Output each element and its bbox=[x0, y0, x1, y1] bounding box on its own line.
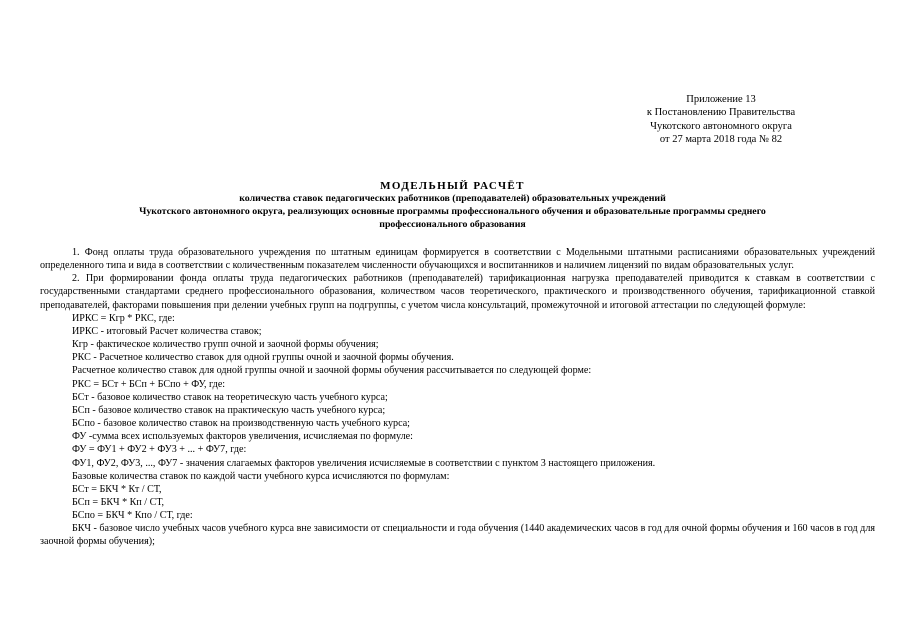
appendix-region: Чукотского автономного округа bbox=[650, 120, 792, 132]
subtitle-line-2: Чукотского автономного округа, реализующих основные программы профессионального обучения и образовательные программы среднего bbox=[139, 205, 766, 217]
definition-fu: ФУ -сумма всех используемых факторов увеличения, исчисляемая по формуле: bbox=[72, 431, 413, 443]
document-title: МОДЕЛЬНЫЙ РАСЧЁТ bbox=[380, 180, 525, 192]
appendix-number: Приложение 13 bbox=[686, 94, 756, 105]
appendix-date: от 27 марта 2018 года № 82 bbox=[659, 134, 783, 146]
subtitle-line-3: профессионального образования bbox=[379, 218, 526, 230]
definition-irks: ИРКС - итоговый Расчет количества ставок; bbox=[72, 325, 262, 337]
formula-irks: ИРКС = Кгр * РКС, где: bbox=[72, 312, 175, 324]
formula-bspo: БСпо = БКЧ * Кпо / СТ, где: bbox=[72, 510, 193, 522]
definition-bspo: БСпо - базовое количество ставок на производственную часть учебного курса; bbox=[72, 418, 410, 430]
paragraph-1: 1. Фонд оплаты труда образовательного учреждения по штатным единицам формируется в соответствии с Модельными штатными расписаниями образовательных учреждений определенного типа и вида в соответствии с количественным показателем численности обучающихся и воспитанников и наличием лицензий по видам образовательных услуг. bbox=[40, 247, 875, 272]
document-subtitle bbox=[60, 193, 845, 231]
definition-fu-terms: ФУ1, ФУ2, ФУ3, ..., ФУ7 - значения слагаемых факторов увеличения исчисляемые в соответствии с пунктом 3 настоящего приложения. bbox=[72, 457, 656, 469]
rks-intro: Расчетное количество ставок для одной группы очной и заочной формы обучения рассчитывается по следующей форме: bbox=[72, 365, 592, 377]
definition-bsp: БСп - базовое количество ставок на практическую часть учебного курса; bbox=[72, 404, 386, 416]
formula-rks: РКС = БСт + БСп + БСпо + ФУ, где: bbox=[72, 378, 226, 390]
subtitle-line-1: количества ставок педагогических работников (преподавателей) образовательных учреждений bbox=[239, 193, 666, 204]
paragraph-2: 2. При формировании фонда оплаты труда педагогических работников (преподавателей) тарификационная нагрузка преподавателей приводится к ставкам в соответствии с государственными стандартами среднего профессионального образования, количеством часов теоретического, практического и производственного обучения, тарификационной ставкой преподавателей, факторами повышения при делении учебных групп на подгруппы, с учетом числа консультаций, промежуточной и итоговой аттестации по следующей формуле: bbox=[40, 273, 875, 311]
appendix-header bbox=[616, 93, 826, 147]
formula-fu: ФУ = ФУ1 + ФУ2 + ФУ3 + ... + ФУ7, где: bbox=[72, 444, 247, 456]
appendix-reference: к Постановлению Правительства bbox=[646, 107, 796, 119]
definition-kgr: Кгр - фактическое количество групп очной и заочной формы обучения; bbox=[72, 339, 379, 351]
document-body bbox=[40, 246, 875, 549]
base-rates-intro: Базовые количества ставок по каждой части учебного курса исчисляются по формулам: bbox=[72, 470, 450, 482]
definition-bst: БСт - базовое количество ставок на теоретическую часть учебного курса; bbox=[72, 391, 388, 403]
definition-bkch: БКЧ - базовое число учебных часов учебного курса вне зависимости от специальности и года обучения (1440 академических часов в год для очной формы обучения и 160 часов в год для заочной формы обучения); bbox=[40, 523, 875, 548]
formula-bst: БСт = БКЧ * Кт / СТ, bbox=[72, 483, 162, 495]
formula-bsp: БСп = БКЧ * Кп / СТ, bbox=[72, 496, 165, 508]
definition-rks: РКС - Расчетное количество ставок для одной группы очной и заочной формы обучения. bbox=[72, 352, 454, 364]
